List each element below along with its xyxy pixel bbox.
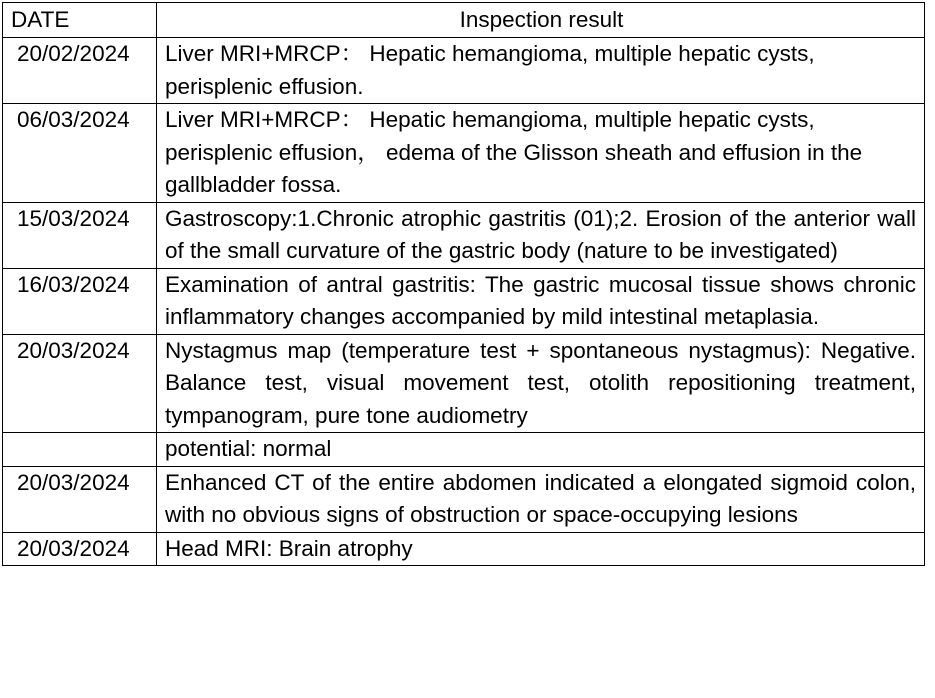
row-result: Head MRI: Brain atrophy [157,532,925,566]
row-result: Nystagmus map (temperature test + spontaneous nystagmus): Negative. Balance test, visual movement test, otolith repositioning treatment, tympanogram, pure tone audiometry [157,334,925,433]
result-column-header: Inspection result [157,3,925,38]
row-date: 20/03/2024 [3,466,157,532]
table-row [3,532,925,566]
table-header-row [3,3,925,38]
table-row [3,466,925,532]
row-result: Liver MRI+MRCP： Hepatic hemangioma, multiple hepatic cysts, perisplenic effusion. [157,38,925,104]
row-result: potential: normal [157,433,925,467]
table-row [3,334,925,433]
row-result: Gastroscopy:1.Chronic atrophic gastritis (01);2. Erosion of the anterior wall of the small curvature of the gastric body (nature to be investigated) [157,202,925,268]
row-result: Examination of antral gastritis: The gastric mucosal tissue shows chronic inflammatory changes accompanied by mild intestinal metaplasia. [157,268,925,334]
row-date: 20/02/2024 [3,38,157,104]
row-date: 16/03/2024 [3,268,157,334]
row-result: Liver MRI+MRCP： Hepatic hemangioma, multiple hepatic cysts, perisplenic effusion， edema of the Glisson sheath and effusion in the gallbladder fossa. [157,104,925,203]
row-date: 15/03/2024 [3,202,157,268]
row-date [3,433,157,467]
inspection-table [2,2,925,566]
date-column-header: DATE [3,3,157,38]
table-row [3,433,925,467]
row-result: Enhanced CT of the entire abdomen indicated a elongated sigmoid colon, with no obvious signs of obstruction or space-occupying lesions [157,466,925,532]
row-date: 20/03/2024 [3,334,157,433]
table-row [3,104,925,203]
row-date: 06/03/2024 [3,104,157,203]
table-row [3,38,925,104]
row-date: 20/03/2024 [3,532,157,566]
table-row [3,268,925,334]
table-row [3,202,925,268]
